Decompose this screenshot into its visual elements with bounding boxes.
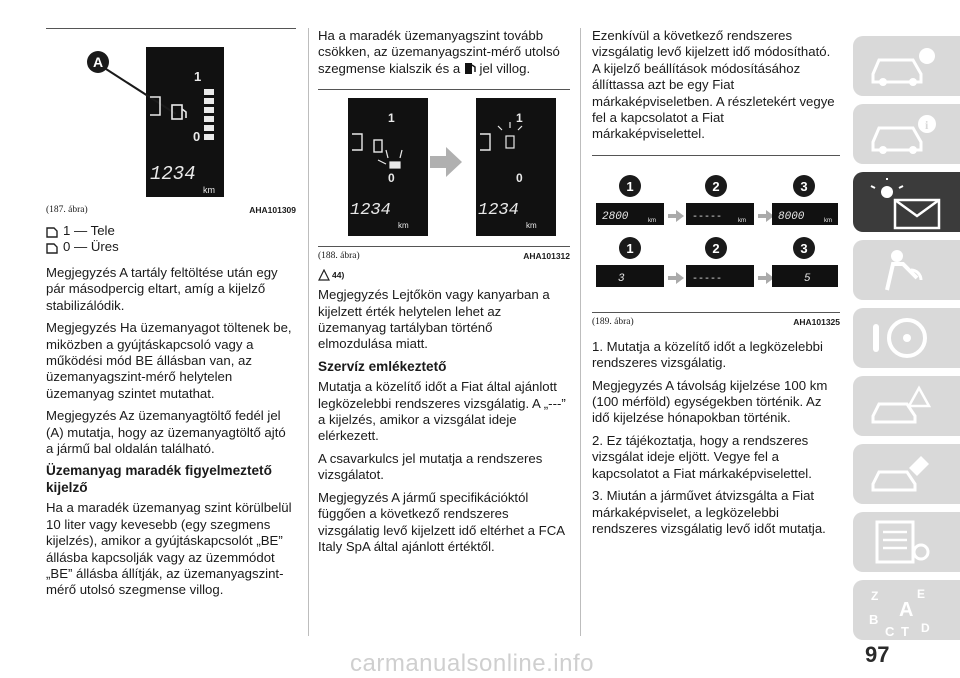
page-number: 97: [865, 642, 890, 667]
figure-188: [318, 90, 570, 240]
figure-label: (187. ábra): [46, 205, 88, 215]
paragraph: A csavarkulcs jel mutatja a rendszeres vizsgálatot.: [318, 450, 543, 483]
service-display-unit: km: [738, 217, 746, 224]
odometer-value: 1234: [478, 201, 519, 221]
figure-187: [46, 29, 296, 199]
figure-188-caption: [318, 246, 570, 261]
step-badge: 2: [712, 240, 720, 256]
note-reference: [318, 269, 570, 281]
service-display-value: 3: [618, 272, 625, 285]
chapter-tab-car-info-i[interactable]: [853, 104, 960, 164]
alphabet-index-icon: [867, 586, 937, 638]
service-display-value: -----: [692, 211, 723, 223]
index-letter: B: [869, 612, 879, 627]
chapter-tab-emergency[interactable]: [853, 376, 960, 436]
service-display-value: 8000: [778, 210, 805, 223]
chapter-tab-maintenance[interactable]: [853, 444, 960, 504]
arrow-right-icon: [430, 147, 462, 177]
index-letter: D: [921, 621, 930, 635]
fuel-gauge-illustration: [46, 29, 296, 199]
car-wrench-icon: [867, 450, 937, 498]
legend-text: 0 — Üres: [63, 239, 119, 254]
column-divider: [580, 28, 581, 636]
step-badge: 1: [626, 240, 634, 256]
chapter-tab-index[interactable]: [853, 580, 960, 640]
svg-text:i: i: [925, 118, 929, 132]
service-display-value: -----: [692, 273, 723, 285]
figure-code: AHA101312: [523, 251, 570, 262]
paragraph: Megjegyzés A jármű specifikációktól függően a következő rendszeres vizsgálatig levő kijelzett idő eltérhet a FCA Italy SpA által ajánlott értéktől.: [318, 489, 565, 554]
figure-code: AHA101325: [793, 316, 840, 327]
paragraph: 2. Ez tájékoztatja, hogy a rendszeres vizsgálat ideje eljött. Vegye fel a kapcsolatot a Fiat márkaképviselettel.: [592, 432, 812, 481]
index-letter: A: [899, 599, 914, 621]
chapter-tab-specifications[interactable]: [853, 512, 960, 572]
column-1: [46, 28, 296, 605]
figure-189: [592, 156, 840, 306]
row-2: [596, 237, 838, 287]
paragraph: Ha a maradék üzemanyag szint körülbelül 10 liter vagy kevesebb (egy szegmens kijelzés), amikor a gyújtáskapcsolót „BE” állásba kapcsolják vagy az üzemmódot „BE” állásba állítják, az üzemanyagszint-mérő utolsó szegmense villog.: [46, 500, 292, 598]
gauge-full-label: 1: [194, 69, 202, 84]
step-badge: 1: [626, 178, 634, 194]
paragraph: Mutatja a közelítő időt a Fiat által ajánlott legközelebbi rendszeres vizsgálatig. A „---” a kijelzés, amikor a vizsgálat ideje elérkezett.: [318, 379, 566, 444]
figure-label: (189. ábra): [592, 316, 634, 327]
car-breakdown-icon: [867, 382, 937, 430]
step-badge: 2: [712, 178, 720, 194]
specs-list-icon: [867, 518, 937, 566]
column-2: [318, 28, 570, 561]
index-letter: Z: [871, 589, 879, 603]
section-heading: Üzemanyag maradék figyelmeztető kijelző: [46, 463, 272, 495]
legend-text: 1 — Tele: [63, 223, 115, 238]
step-badge: 3: [800, 240, 808, 256]
gauge-full-label: 1: [388, 111, 395, 126]
service-display-unit: km: [824, 217, 832, 224]
paragraph: 3. Miután a járművet átvizsgálta a Fiat márkaképviselet, a legközelebbi rendszeres vizsgálatig levő időt mutatja.: [592, 488, 826, 536]
paragraph: Megjegyzés Ha üzemanyagot töltenek be, miközben a gyújtáskapcsoló vagy a működési mód BE állásban van, az üzemanyagszint-mérő helytelen üzemanyag szintet mutathat.: [46, 320, 292, 401]
callout-marker-a: A: [92, 54, 104, 70]
chapter-tab-car-info[interactable]: [853, 36, 960, 96]
gauge-empty-label: 0: [388, 171, 395, 186]
service-display-unit: km: [648, 217, 656, 224]
paragraph-text: jel villog.: [479, 60, 531, 76]
fuel-pump-icon: [464, 61, 476, 75]
odometer-unit: km: [398, 221, 409, 231]
odometer-value: 1234: [350, 201, 391, 221]
gauge-empty-label: 0: [516, 171, 523, 186]
figure-187-caption: [46, 205, 296, 215]
service-reminder-illustration: [592, 156, 840, 306]
figure-code: AHA101309: [249, 205, 296, 215]
row-1: [596, 175, 838, 225]
paragraph: Megjegyzés Lejtőkön vagy kanyarban a kijelzett érték helytelen lehet az üzemanyag tartályban történő elmozdulása miatt.: [318, 287, 550, 352]
paragraph: Ezenkívül a következő rendszeres vizsgálatig levő kijelzett idő módosítható. A kijelző beállítások módosításához állíttassa azt be egy Fiat márkaképviseletben. A részletekért vegye fel a kapcsolatot a Fiat márkaképviselettel.: [592, 28, 835, 142]
service-display-value: 5: [804, 272, 811, 285]
figure-label: (188. ábra): [318, 251, 360, 262]
index-letter: C: [885, 624, 895, 638]
paragraph: Megjegyzés A tartály feltöltése után egy pár másodpercig eltart, amíg a kijelző stabilizálódik.: [46, 265, 278, 313]
airbag-person-icon: [867, 246, 937, 294]
paragraph-text: Ha a maradék üzemanyagszint tovább csökken, az üzemanyagszint-mérő utolsó szegmense kialszik és a: [318, 28, 560, 76]
arrow-right-icon: [758, 272, 774, 284]
gauge-full-label: 1: [516, 111, 523, 126]
note-reference-text: 44): [332, 270, 345, 281]
legend-row-full: [46, 223, 296, 239]
section-heading: Szervíz emlékeztető: [318, 358, 447, 374]
car-info-icon: [867, 42, 937, 90]
book-icon: [46, 242, 59, 253]
odometer-unit: km: [526, 221, 537, 231]
low-fuel-warning-illustration: [318, 90, 570, 240]
book-icon: [46, 226, 59, 237]
step-badge: 3: [800, 178, 808, 194]
column-3: [592, 28, 840, 543]
chapter-tab-driving[interactable]: [853, 308, 960, 368]
odometer-value: 1234: [150, 163, 196, 185]
figure-189-caption: [592, 312, 840, 327]
warning-triangle-icon: [318, 269, 330, 281]
legend-row-empty: [46, 239, 296, 255]
chapter-tabs: [853, 36, 960, 648]
watermark: carmanualsonline.info: [350, 650, 594, 677]
index-letter: T: [901, 624, 909, 638]
arrow-right-icon: [668, 210, 684, 222]
car-info-i-icon: [867, 110, 937, 158]
column-divider: [308, 28, 309, 636]
paragraph: Megjegyzés Az üzemanyagtöltő fedél jel (A) mutatja, hogy az üzemanyagtöltő ajtó a jármű bal oldalán található.: [46, 408, 286, 457]
steering-wheel-key-icon: [867, 314, 937, 362]
odometer-unit: km: [203, 185, 215, 195]
arrow-right-icon: [758, 210, 774, 222]
service-display-value: 2800: [602, 210, 629, 223]
warning-light-message-icon: [867, 178, 947, 230]
chapter-tab-safety[interactable]: [853, 240, 960, 300]
paragraph: Megjegyzés A távolság kijelzése 100 km (100 mérföld) egységekben történik. Az idő kijelzése hónapokban történik.: [592, 377, 828, 426]
index-letter: E: [917, 587, 926, 601]
paragraph: [318, 28, 570, 77]
arrow-right-icon: [668, 272, 684, 284]
gauge-empty-label: 0: [193, 129, 201, 144]
paragraph: 1. Mutatja a közelítő időt a legközelebbi rendszeres vizsgálatig.: [592, 338, 823, 371]
chapter-tab-warning-lights[interactable]: [853, 172, 960, 232]
